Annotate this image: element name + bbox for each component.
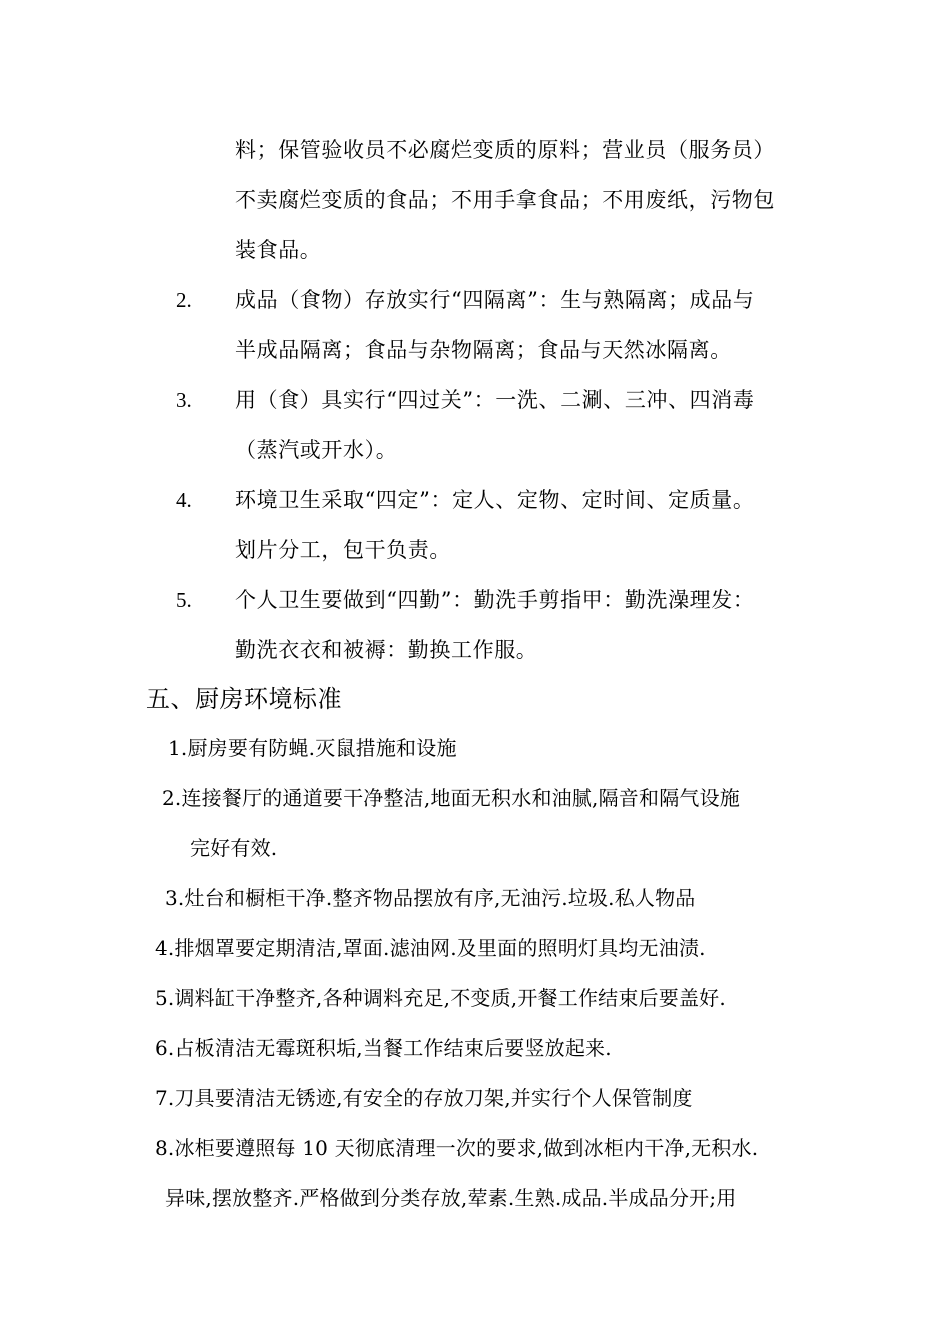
list-item-line: 环境卫生采取“四定”：定人、定物、定时间、定质量。 <box>235 488 755 512</box>
list-item-number: 5. <box>176 588 192 612</box>
list-item-line: （蒸汽或开水）。 <box>235 438 398 462</box>
paragraph-line: 装食品。 <box>235 238 322 262</box>
list-item-line: 勤洗衣衣和被褥：勤换工作服。 <box>235 638 538 662</box>
list-item-number: 4. <box>176 488 192 512</box>
section-heading: 五、厨房环境标准 <box>146 685 342 713</box>
standard-line: 5.调料缸干净整齐,各种调料充足,不变质,开餐工作结束后要盖好. <box>155 986 726 1010</box>
paragraph-line: 不卖腐烂变质的食品；不用手拿食品；不用废纸，污物包 <box>235 188 775 212</box>
standard-line: 4.排烟罩要定期清洁,罩面.滤油网.及里面的照明灯具均无油渍. <box>155 936 706 960</box>
list-item-line: 用（食）具实行“四过关”：一洗、二涮、三冲、四消毒 <box>235 388 755 412</box>
list-item-number: 3. <box>176 388 192 412</box>
list-item-line: 半成品隔离；食品与杂物隔离；食品与天然冰隔离。 <box>235 338 732 362</box>
list-item-line: 成品（食物）存放实行“四隔离”：生与熟隔离；成品与 <box>235 288 755 312</box>
list-item-line: 划片分工，包干负责。 <box>235 538 451 562</box>
paragraph-line: 料；保管验收员不必腐烂变质的原料；营业员（服务员） <box>235 138 775 162</box>
standard-line: 1.厨房要有防蝇.灭鼠措施和设施 <box>168 736 457 760</box>
list-item-line: 个人卫生要做到“四勤”：勤洗手剪指甲：勤洗澡理发： <box>235 588 755 612</box>
standard-line: 完好有效. <box>190 836 278 860</box>
standard-line: 8.冰柜要遵照每 10 天彻底清理一次的要求,做到冰柜内干净,无积水. <box>155 1136 759 1160</box>
list-item-number: 2. <box>176 288 192 312</box>
standard-line: 3.灶台和橱柜干净.整齐物品摆放有序,无油污.垃圾.私人物品 <box>165 886 696 910</box>
standard-line: 2.连接餐厅的通道要干净整洁,地面无积水和油腻,隔音和隔气设施 <box>162 786 740 810</box>
standard-line: 异味,摆放整齐.严格做到分类存放,荤素.生熟.成品.半成品分开;用 <box>165 1186 737 1210</box>
standard-line: 6.占板清洁无霉斑积垢,当餐工作结束后要竖放起来. <box>155 1036 612 1060</box>
standard-line: 7.刀具要清洁无锈迹,有安全的存放刀架,并实行个人保管制度 <box>155 1086 693 1110</box>
